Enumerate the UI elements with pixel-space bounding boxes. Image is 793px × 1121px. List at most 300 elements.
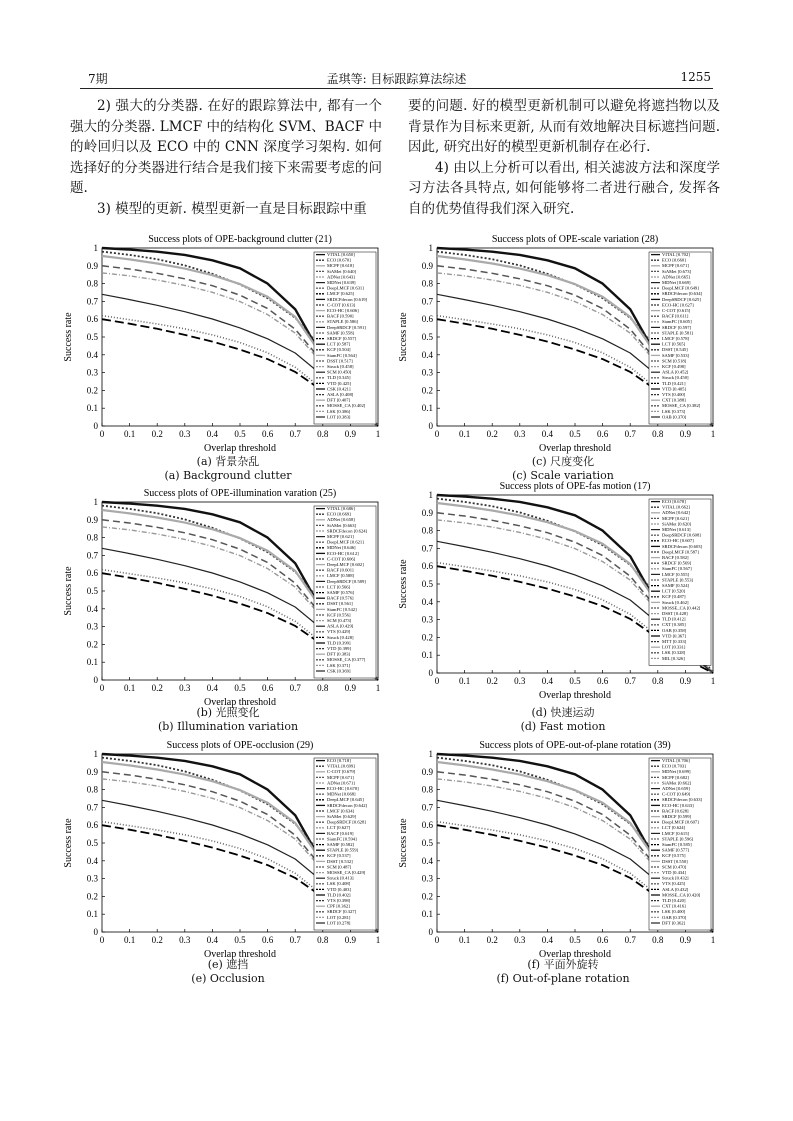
chart-svg: [58, 230, 398, 483]
figure-caption: [58, 958, 398, 986]
y-tick-label: 0: [93, 675, 98, 685]
legend-entry: MOSSE_CA [0.420]: [662, 892, 701, 898]
y-tick-label: 0.3: [86, 621, 98, 632]
legend-entry: CSK [0.369]: [327, 668, 351, 674]
y-tick-label: 0.7: [421, 802, 433, 813]
y-tick-label: 0.8: [421, 525, 433, 536]
paragraph: 4) 由以上分析可以看出, 相关滤波方法和深度学习方法各具特点, 如何能够将二者进行融合, 发挥各自的优势值得我们深入研究.: [408, 159, 720, 217]
y-tick-label: 0.8: [86, 784, 98, 795]
caption-english: (f) Out-of-plane rotation: [496, 972, 630, 985]
x-tick-label: 0.9: [344, 683, 357, 693]
legend-entry: ECO [0.669]: [327, 511, 351, 517]
legend-entry: SRDCF [0.569]: [662, 560, 692, 566]
legend-entry: DSST [0.550]: [662, 858, 688, 864]
legend-entry: DeepLMCF [0.607]: [662, 819, 699, 825]
legend-entry: SiAMet [0.620]: [662, 521, 692, 527]
legend-entry: SiAMet [0.640]: [327, 268, 357, 274]
y-tick-label: 0.8: [421, 784, 433, 795]
legend-entry: C-COT [0.679]: [327, 769, 356, 775]
legend-entry: SiAMet [0.663]: [327, 522, 357, 528]
legend-entry: MOSSE_CA [0.442]: [662, 605, 701, 611]
legend-entry: SiamFC [0.594]: [327, 836, 357, 842]
x-tick-label: 0.6: [596, 935, 609, 945]
x-tick-label: 0: [99, 935, 105, 945]
legend-entry: ADNet [0.643]: [327, 274, 355, 280]
legend-entry: ADNet [0.665]: [662, 274, 690, 280]
legend-entry: MDNet [0.639]: [327, 280, 356, 285]
y-tick-label: 0: [428, 668, 433, 678]
chart-title: Success plots of OPE-fas motion (17): [499, 481, 651, 492]
x-tick-label: 0.5: [569, 676, 581, 686]
legend-entry: SAMF [0.582]: [327, 842, 355, 847]
legend-entry: KCF [0.575]: [662, 853, 686, 859]
legend-entry: DFT [0.383]: [327, 651, 351, 657]
legend-entry: LOT [0.278]: [327, 920, 351, 926]
legend-entry: DeepSRDCF [0.589]: [327, 578, 366, 584]
legend-entry: SiamFC [0.605]: [662, 319, 692, 325]
figure-caption: [393, 706, 733, 734]
x-tick-label: 0.7: [624, 935, 636, 945]
x-tick-label: 0.3: [179, 429, 191, 439]
x-tick-label: 0.9: [679, 935, 692, 945]
y-tick-label: 0.5: [421, 579, 433, 589]
legend-entry: LMCF [0.555]: [662, 571, 690, 577]
legend-entry: SCM [0.487]: [327, 864, 352, 870]
header-issue: 7期: [88, 72, 108, 86]
y-tick-label: 0.3: [421, 614, 433, 625]
legend-entry: MCPF [0.618]: [327, 263, 354, 269]
legend-entry: SiamFC [0.564]: [327, 352, 357, 358]
legend-entry: LCT [0.566]: [327, 584, 351, 590]
legend-entry: KCF [0.498]: [662, 364, 686, 369]
legend-entry: KCF [0.537]: [327, 853, 351, 859]
y-axis-label: Success rate: [63, 312, 74, 362]
legend-entry: ASLA [0.429]: [327, 623, 354, 629]
y-tick-label: 0.3: [86, 873, 98, 884]
chart-title: Success plots of OPE-occlusion (29): [166, 740, 314, 751]
y-tick-label: 0.2: [86, 385, 98, 396]
x-axis-label: Overlap threshold: [204, 697, 276, 708]
legend-entry: SiamFC [0.585]: [662, 842, 692, 847]
y-tick-label: 0.6: [86, 568, 98, 579]
legend-entry: DSST [0.561]: [327, 601, 353, 607]
caption-chinese: (a) 背景杂乱: [196, 455, 260, 468]
y-tick-label: 0.8: [421, 278, 433, 289]
chart-title: Success plots of OPE-background clutter (21): [148, 234, 332, 245]
paragraph: 3) 模型的更新. 模型更新一直是目标跟踪中重: [97, 200, 367, 217]
legend-entry: DSST [0.428]: [662, 611, 688, 616]
legend-entry: DeepSRDCF [0.591]: [327, 324, 366, 330]
chart-occlusion: [58, 736, 398, 989]
legend-entry: C-COT [0.649]: [662, 791, 691, 797]
legend-entry: VITAL [0.650]: [327, 252, 355, 257]
x-tick-label: 0.1: [123, 429, 136, 439]
legend-entry: OAB [0.370]: [662, 414, 687, 420]
y-axis-label: Success rate: [398, 559, 409, 609]
legend-entry: STAPLE [0.553]: [662, 577, 694, 583]
legend-entry: SiAMet [0.629]: [327, 814, 357, 819]
legend-entry: LMCF [0.634]: [327, 808, 355, 814]
y-tick-label: 0.9: [86, 514, 98, 525]
legend-entry: KCF [0.504]: [327, 347, 351, 353]
x-axis-label: Overlap threshold: [204, 949, 276, 960]
y-tick-label: 0.3: [86, 367, 98, 378]
y-tick-label: 1: [428, 749, 433, 759]
caption-english: (a) Background clutter: [164, 469, 292, 482]
figure-caption: [393, 958, 733, 986]
legend-entry: SRDCF [0.597]: [662, 324, 692, 330]
legend-entry: SiAMet [0.662]: [662, 780, 692, 786]
x-tick-label: 0: [434, 676, 440, 686]
caption-chinese: (e) 遮挡: [207, 958, 249, 971]
y-tick-label: 0.1: [86, 909, 98, 920]
chart-out-of-plane-rotation: [393, 736, 733, 989]
x-tick-label: 0.5: [234, 429, 246, 439]
legend-entry: LSK [0.408]: [327, 881, 351, 887]
legend-entry: VTD [0.403]: [327, 886, 351, 892]
legend-entry: MTT [0.333]: [662, 639, 687, 644]
y-tick-label: 0.1: [86, 657, 98, 668]
x-tick-label: 0.2: [151, 935, 163, 945]
legend-entry: MIL [0.326]: [662, 655, 685, 661]
y-tick-label: 1: [428, 243, 433, 253]
legend-entry: LSK [0.373]: [662, 408, 686, 414]
chart-background-clutter: [58, 230, 398, 483]
x-tick-label: 0: [434, 429, 440, 439]
legend-entry: SCM [0.518]: [662, 358, 687, 364]
caption-english: (d) Fast motion: [520, 720, 606, 733]
legend-entry: ECO [0.678]: [662, 499, 686, 504]
y-tick-label: 0.4: [421, 855, 433, 866]
header-title: 孟琪等: 目标跟踪算法综述: [326, 72, 467, 86]
x-tick-label: 0.7: [624, 429, 636, 439]
x-tick-label: 0: [99, 429, 105, 439]
legend-entry: Struck [0.413]: [327, 875, 354, 881]
legend-entry: MDNet [0.668]: [327, 791, 356, 797]
x-axis-label: Overlap threshold: [539, 443, 611, 454]
legend-entry: SiamFC [0.542]: [327, 606, 357, 612]
legend-entry: SRDCF [0.599]: [662, 814, 692, 819]
x-tick-label: 0.4: [206, 935, 219, 945]
legend-entry: BACF [0.576]: [327, 595, 354, 601]
legend-entry: Struck [0.428]: [327, 634, 354, 640]
y-tick-label: 0: [428, 927, 433, 937]
legend-entry: SRDCFdecon [0.619]: [327, 296, 368, 302]
y-tick-label: 0.5: [86, 332, 98, 342]
x-tick-label: 0.7: [289, 683, 301, 693]
legend-entry: VTD [0.405]: [662, 386, 686, 392]
x-tick-label: 0.8: [317, 683, 329, 693]
legend-entry: SRDCFdecon [0.642]: [327, 802, 368, 808]
y-tick-label: 0.1: [421, 403, 433, 414]
figure-caption: [58, 706, 398, 734]
text-column-left: [70, 96, 382, 220]
y-tick-label: 0.2: [421, 891, 433, 902]
x-axis-label: Overlap threshold: [204, 443, 276, 454]
x-tick-label: 0.3: [514, 676, 526, 686]
y-tick-label: 1: [93, 497, 98, 507]
x-tick-label: 1: [375, 683, 381, 693]
y-tick-label: 0.3: [421, 367, 433, 378]
legend-entry: TLD [0.412]: [662, 616, 686, 622]
legend-entry: LSK [0.328]: [662, 650, 686, 656]
legend-entry: VTD [0.367]: [662, 633, 686, 639]
y-axis-label: Success rate: [398, 818, 409, 868]
y-tick-label: 0.9: [421, 766, 433, 777]
legend-entry: ECO [0.670]: [327, 257, 351, 263]
legend-entry: MDNet [0.669]: [662, 280, 691, 285]
legend-entry: DSST [0.545]: [662, 347, 688, 353]
caption-english: (b) Illumination variation: [157, 720, 299, 733]
x-tick-label: 0.1: [123, 935, 136, 945]
y-tick-label: 0.3: [421, 873, 433, 884]
legend-entry: ECO [0.703]: [662, 763, 686, 769]
legend-entry: VITAL [0.699]: [327, 763, 355, 769]
legend-entry: SiamFC [0.567]: [662, 566, 692, 572]
chart-illumination-variation: [58, 484, 398, 737]
x-tick-label: 1: [375, 429, 381, 439]
x-tick-label: 0.9: [344, 935, 357, 945]
legend-entry: MOSSE_CA [0.382]: [662, 403, 701, 409]
legend-entry: LOT [0.383]: [327, 414, 351, 420]
legend-entry: CXT [0.416]: [662, 903, 686, 909]
legend-entry: Struck [0.432]: [662, 875, 689, 881]
x-tick-label: 0.2: [486, 935, 498, 945]
legend-entry: ECO-HC [0.612]: [327, 550, 359, 556]
legend-entry: MOSSE_CA [0.402]: [327, 403, 366, 409]
legend-entry: SRDCFdecon [0.633]: [662, 797, 703, 803]
y-tick-label: 0.6: [86, 314, 98, 325]
legend-entry: CXT [0.385]: [662, 622, 686, 628]
legend-entry: MCPF [0.621]: [327, 534, 354, 539]
legend-entry: ASLA [0.432]: [662, 886, 689, 892]
legend-entry: LCT [0.520]: [662, 588, 686, 594]
y-tick-label: 0.7: [86, 296, 98, 307]
x-tick-label: 0.7: [289, 429, 301, 439]
x-axis-label: Overlap threshold: [539, 690, 611, 701]
legend-entry: Struck [0.462]: [662, 599, 689, 605]
y-tick-label: 0.2: [86, 891, 98, 902]
legend-entry: MDNet [0.613]: [662, 527, 691, 532]
y-tick-label: 0.6: [421, 314, 433, 325]
legend-entry: ASLA [0.408]: [327, 392, 354, 397]
legend-entry: LCT [0.587]: [327, 341, 351, 347]
y-tick-label: 0.9: [86, 766, 98, 777]
x-tick-label: 0.4: [541, 935, 554, 945]
x-tick-label: 0.7: [289, 935, 301, 945]
y-tick-label: 0.5: [421, 332, 433, 342]
legend-entry: ECO-HC [0.670]: [327, 786, 359, 791]
x-tick-label: 0.3: [514, 429, 526, 439]
y-tick-label: 0: [93, 927, 98, 937]
legend-entry: DFT [0.362]: [662, 920, 686, 926]
y-tick-label: 0.5: [86, 838, 98, 848]
legend-entry: STAPLE [0.596]: [662, 836, 694, 842]
legend-entry: CPF [0.362]: [327, 903, 350, 909]
y-tick-label: 0.6: [421, 561, 433, 572]
y-tick-label: 0: [428, 421, 433, 431]
legend-entry: SRDCFdecon [0.603]: [662, 543, 703, 549]
header-rule: [80, 88, 713, 89]
legend-entry: MDNet [0.699]: [662, 769, 691, 775]
y-tick-label: 0.5: [421, 838, 433, 848]
x-tick-label: 0.9: [344, 429, 357, 439]
paragraph: 2) 强大的分类器. 在好的跟踪算法中, 都有一个强大的分类器. LMCF 中的结构化 SVM、BACF 中的岭回归以及 ECO 中的 CNN 深度学习架构. 如何选择好的分类器进行结合是我们接下来需要考虑的问题.: [70, 98, 382, 197]
legend-entry: DSST [0.517]: [327, 358, 353, 364]
legend-entry: ECO-HC [0.633]: [662, 802, 694, 808]
legend-entry: MCPF [0.621]: [662, 515, 689, 521]
x-axis-label: Overlap threshold: [539, 949, 611, 960]
x-tick-label: 0.8: [317, 935, 329, 945]
legend-entry: SAMF [0.524]: [662, 583, 690, 588]
x-tick-label: 0.1: [458, 935, 471, 945]
x-tick-label: 0.5: [234, 683, 246, 693]
legend-entry: BACF [0.611]: [662, 313, 689, 319]
x-tick-label: 0.5: [569, 935, 581, 945]
x-tick-label: 0.7: [624, 676, 636, 686]
legend-entry: Struck [0.450]: [662, 375, 689, 381]
x-tick-label: 0.6: [261, 935, 274, 945]
legend-entry: LOT [0.281]: [327, 914, 351, 920]
legend-entry: MOSSE_CA [0.377]: [327, 657, 366, 663]
legend-entry: ADNet [0.659]: [662, 786, 690, 791]
paragraph: 要的问题. 好的模型更新机制可以避免将遮挡物以及背景作为目标来更新, 从而有效地解决目标遮挡问题. 因此, 研究出好的模型更新机制存在必行.: [408, 98, 720, 156]
chart-title: Success plots of OPE-illumination varation (25): [143, 488, 337, 499]
legend-entry: DSST [0.532]: [327, 858, 353, 864]
chart-svg: [393, 477, 733, 730]
caption-chinese: (d) 快速运动: [531, 706, 595, 719]
legend-entry: SAMF [0.558]: [327, 330, 355, 336]
x-tick-label: 0.5: [569, 429, 581, 439]
legend-entry: SCM [0.470]: [662, 864, 687, 870]
legend-entry: BACF [0.619]: [327, 830, 354, 836]
y-axis-label: Success rate: [398, 312, 409, 362]
caption-chinese: (c) 尺度变化: [531, 455, 595, 468]
legend-entry: SRDCFdecon [0.634]: [662, 291, 703, 297]
legend-entry: CXT [0.388]: [662, 397, 686, 403]
legend-entry: BACF [0.590]: [327, 313, 354, 319]
x-tick-label: 0.2: [151, 429, 163, 439]
x-tick-label: 0.9: [679, 429, 692, 439]
legend-entry: MCPF [0.671]: [662, 263, 689, 269]
y-tick-label: 0.4: [421, 349, 433, 360]
legend-entry: SRDCF [0.327]: [327, 909, 357, 915]
legend-entry: LMCF [0.578]: [662, 336, 690, 341]
y-tick-label: 0.9: [86, 260, 98, 271]
legend-entry: TLD [0.399]: [327, 640, 351, 646]
chart-title: Success plots of OPE-out-of-plane rotation (39): [479, 740, 671, 751]
legend-entry: LSK [0.400]: [662, 909, 686, 915]
legend-entry: LMCF [0.615]: [662, 830, 690, 836]
y-tick-label: 0.1: [421, 650, 433, 661]
chart-svg: [58, 736, 398, 989]
legend-entry: MCPF [0.682]: [662, 774, 689, 780]
y-tick-label: 0.7: [86, 550, 98, 561]
legend-entry: LCT [0.565]: [662, 341, 686, 347]
figure-caption: [58, 455, 398, 483]
legend-entry: KCF [0.556]: [327, 612, 351, 618]
legend-entry: TLD [0.345]: [327, 375, 351, 381]
legend-entry: TLD [0.402]: [327, 892, 351, 898]
legend-entry: TLD [0.421]: [662, 380, 686, 386]
legend-entry: ASLA [0.452]: [662, 369, 689, 375]
chart-svg: [393, 736, 733, 989]
x-tick-label: 0.3: [514, 935, 526, 945]
legend-entry: LCT [0.624]: [662, 825, 686, 831]
legend-entry: LMCF [0.588]: [327, 573, 355, 579]
x-tick-label: 1: [710, 935, 716, 945]
legend-entry: ADNet [0.658]: [327, 517, 355, 523]
legend-entry: BACF [0.628]: [662, 808, 689, 814]
legend-entry: LMCF [0.625]: [327, 291, 355, 297]
y-tick-label: 0.6: [86, 820, 98, 831]
legend-entry: VTD [0.399]: [327, 646, 351, 651]
legend-entry: MOSSE_CA [0.429]: [327, 870, 366, 875]
legend-entry: VTD [0.425]: [327, 380, 351, 386]
y-tick-label: 0.9: [421, 507, 433, 518]
x-tick-label: 1: [710, 429, 716, 439]
legend-entry: ADNet [0.642]: [662, 510, 690, 516]
legend-entry: VTS [0.429]: [327, 629, 351, 635]
legend-entry: OAB [0.370]: [662, 914, 687, 920]
x-tick-label: 0.4: [541, 676, 554, 686]
y-tick-label: 0.1: [86, 403, 98, 414]
legend-entry: ECO-HC [0.606]: [327, 308, 359, 313]
x-tick-label: 0.2: [486, 429, 498, 439]
legend-entry: DeepLMCF [0.631]: [327, 285, 364, 291]
text-column-right: [408, 96, 720, 220]
legend-entry: SCM [0.450]: [327, 369, 352, 375]
legend-entry: SRDCFdecon [0.624]: [327, 528, 368, 534]
x-tick-label: 0.1: [458, 676, 471, 686]
chart-fast-motion: [393, 477, 733, 730]
chart-svg: [58, 484, 398, 737]
legend-entry: DeepLMCF [0.649]: [662, 285, 699, 291]
legend-entry: VITAL [0.662]: [662, 504, 690, 510]
legend-entry: ECO [0.660]: [662, 257, 686, 263]
legend-entry: STAPLE [0.559]: [327, 847, 359, 853]
y-tick-label: 0.9: [421, 260, 433, 271]
y-tick-label: 0.4: [86, 349, 98, 360]
legend-entry: DeepLMCF [0.602]: [327, 562, 364, 567]
legend-entry: DeepSRDCF [0.628]: [327, 819, 366, 825]
legend-entry: BACF [0.601]: [327, 567, 354, 573]
y-tick-label: 0.8: [86, 532, 98, 543]
y-tick-label: 0.7: [421, 543, 433, 554]
caption-chinese: (f) 平面外旋转: [527, 958, 599, 971]
x-tick-label: 0.1: [458, 429, 471, 439]
y-tick-label: 0.6: [421, 820, 433, 831]
legend-entry: C-COT [0.606]: [327, 556, 356, 562]
legend-entry: DeepSRDCF [0.608]: [662, 532, 701, 538]
chart-title: Success plots of OPE-scale variation (28): [491, 234, 659, 245]
x-tick-label: 0: [434, 935, 440, 945]
legend-entry: ECO-HC [0.627]: [662, 302, 694, 308]
legend-entry: SAMF [0.533]: [662, 352, 690, 358]
legend-entry: DeepLMCF [0.621]: [327, 539, 364, 545]
legend-entry: STAPLE [0.586]: [327, 319, 359, 325]
y-tick-label: 0.4: [421, 596, 433, 607]
legend-entry: VTS [0.400]: [662, 392, 686, 397]
legend-entry: VTS [0.425]: [662, 881, 686, 887]
legend-entry: CSK [0.421]: [327, 386, 351, 392]
x-tick-label: 0.6: [596, 429, 609, 439]
x-tick-label: 0.8: [652, 935, 664, 945]
x-tick-label: 0.4: [206, 683, 219, 693]
y-tick-label: 0.2: [421, 385, 433, 396]
x-tick-label: 0.8: [652, 676, 664, 686]
x-tick-label: 0.8: [652, 429, 664, 439]
